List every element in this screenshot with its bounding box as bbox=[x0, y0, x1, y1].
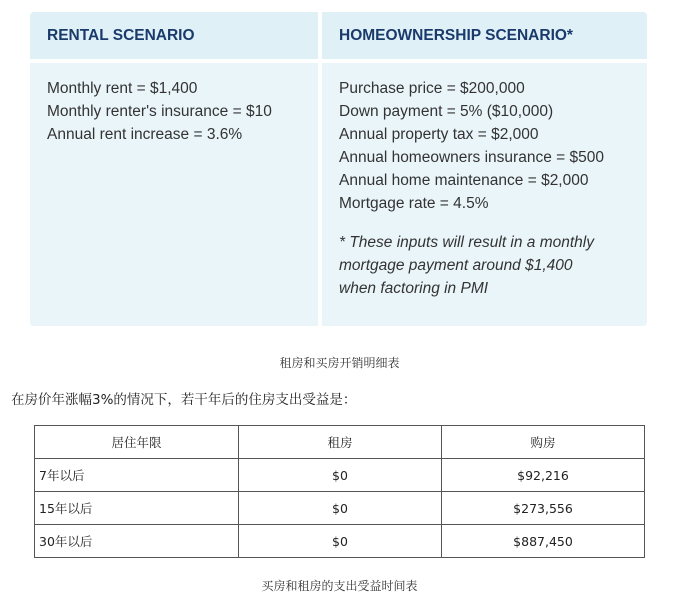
table-cell: $273,556 bbox=[442, 492, 645, 525]
table-cell: 30年以后 bbox=[35, 525, 239, 558]
comparison-caption: 租房和买房开销明细表 bbox=[279, 356, 400, 370]
rental-line: Monthly renter's insurance = $10 bbox=[47, 103, 272, 120]
table-cell: $0 bbox=[239, 459, 442, 492]
timeline-caption: 买房和租房的支出受益时间表 bbox=[261, 579, 418, 593]
homeownership-scenario-header: HOMEOWNERSHIP SCENARIO* bbox=[322, 12, 647, 59]
table-cell: $887,450 bbox=[442, 525, 645, 558]
homeownership-line: Annual home maintenance = $2,000 bbox=[339, 172, 589, 189]
homeownership-line: Annual homeowners insurance = $500 bbox=[339, 149, 604, 166]
table-row bbox=[35, 525, 645, 558]
table-cell: $0 bbox=[239, 492, 442, 525]
homeownership-line: Down payment = 5% ($10,000) bbox=[339, 103, 554, 120]
rental-scenario-details bbox=[30, 63, 318, 326]
rental-line: Annual rent increase = 3.6% bbox=[47, 126, 243, 143]
footnote-line: when factoring in PMI bbox=[339, 280, 489, 297]
scenario-comparison-table bbox=[30, 12, 647, 326]
homeownership-line: Mortgage rate = 4.5% bbox=[339, 195, 489, 212]
footnote-line: mortgage payment around $1,400 bbox=[339, 257, 573, 274]
footnote-line: * These inputs will result in a monthly bbox=[339, 234, 595, 251]
table-cell: $92,216 bbox=[442, 459, 645, 492]
rental-line: Monthly rent = $1,400 bbox=[47, 80, 198, 97]
intro-text: 在房价年涨幅3%的情况下，若干年后的住房支出受益是： bbox=[11, 392, 357, 408]
table-row bbox=[35, 492, 645, 525]
rental-scenario-header: RENTAL SCENARIO bbox=[30, 12, 318, 59]
table-header-row bbox=[35, 426, 645, 459]
savings-timeline-table bbox=[34, 425, 645, 558]
table-row bbox=[35, 459, 645, 492]
table-cell: 15年以后 bbox=[35, 492, 239, 525]
homeownership-line: Annual property tax = $2,000 bbox=[339, 126, 539, 143]
column-header-years: 居住年限 bbox=[35, 426, 239, 459]
column-header-rent: 租房 bbox=[239, 426, 442, 459]
column-header-buy: 购房 bbox=[442, 426, 645, 459]
table-cell: 7年以后 bbox=[35, 459, 239, 492]
homeownership-scenario-details bbox=[322, 63, 647, 326]
homeownership-line: Purchase price = $200,000 bbox=[339, 80, 525, 97]
table-cell: $0 bbox=[239, 525, 442, 558]
homeownership-footnote bbox=[339, 231, 629, 300]
